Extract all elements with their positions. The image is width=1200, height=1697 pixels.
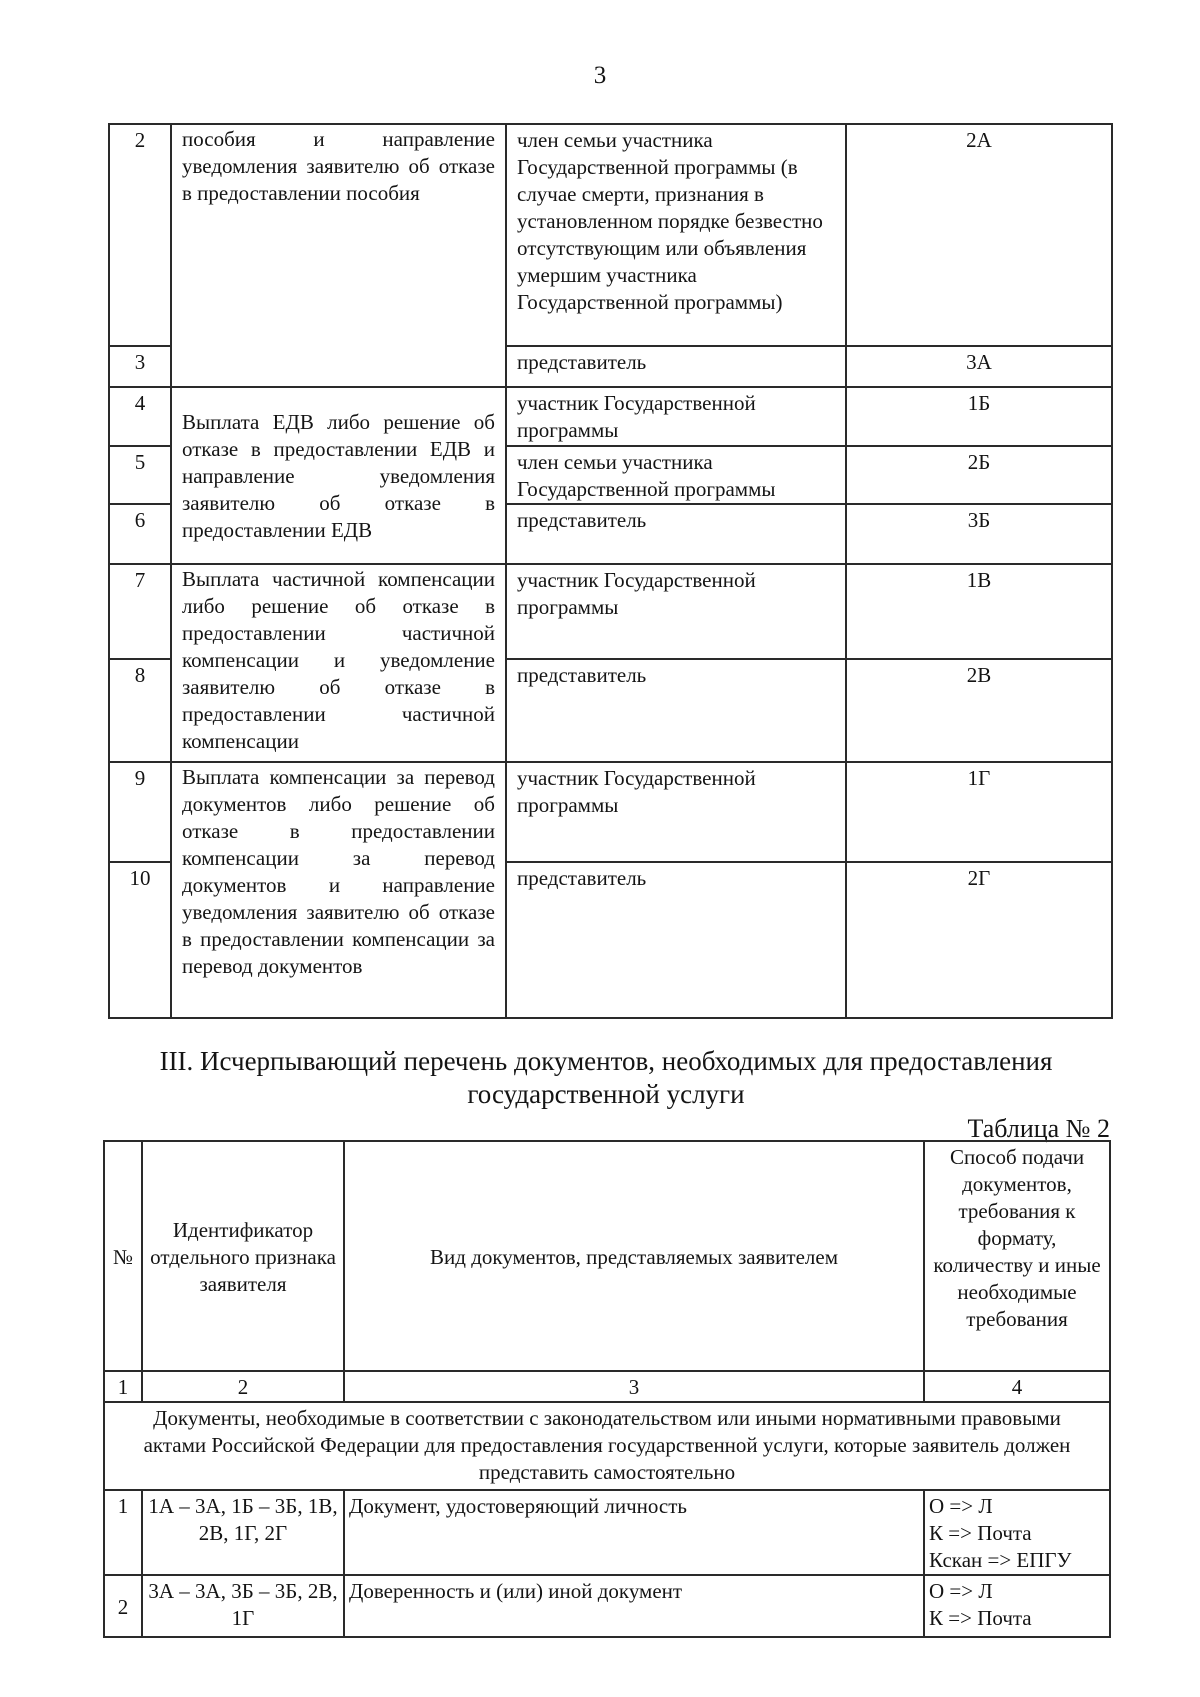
table-row bbox=[109, 387, 1112, 446]
section-row-text: Документы, необходимые в соответствии с законодательством или иными нормативными правовыми актами Российской Федерации для предоставления государственной услуги, которые заявитель должен представить самостоятельно bbox=[104, 1402, 1110, 1490]
row-number: 9 bbox=[109, 762, 171, 862]
service-description: Выплата ЕДВ либо решение об отказе в предоставлении ЕДВ и направление уведомления заявителю об отказе в предоставлении ЕДВ bbox=[171, 387, 506, 564]
service-description: Выплата частичной компенсации либо решение об отказе в предоставлении частичной компенсации и уведомление заявителю об отказе в предоставлении частичной компенсации bbox=[171, 564, 506, 762]
header-number: № bbox=[104, 1141, 142, 1371]
row-number: 2 bbox=[104, 1575, 142, 1637]
applicant-code: 2Г bbox=[846, 862, 1112, 1018]
services-applicants-table bbox=[108, 123, 1113, 1019]
applicant-code: 2А bbox=[846, 124, 1112, 346]
row-number: 6 bbox=[109, 504, 171, 564]
applicant-code: 1Г bbox=[846, 762, 1112, 862]
service-description: пособия и направление уведомления заявителю об отказе в предоставлении пособия bbox=[171, 124, 506, 387]
table-row bbox=[109, 762, 1112, 862]
table-row bbox=[104, 1490, 1110, 1575]
applicant-code: 3А bbox=[846, 346, 1112, 387]
table-row bbox=[109, 564, 1112, 659]
submission-method: О => Л bbox=[929, 1579, 993, 1603]
column-number: 1 bbox=[104, 1371, 142, 1402]
applicant-category: участник Государственной программы bbox=[506, 762, 846, 862]
service-description: Выплата компенсации за перевод документов либо решение об отказе в предоставлении компенсации за перевод документов и направление уведомления заявителю об отказе в предоставлении компенсации за перевод документов bbox=[171, 762, 506, 1018]
submission-methods bbox=[924, 1575, 1110, 1637]
column-numbers-row bbox=[104, 1371, 1110, 1402]
applicant-code: 3Б bbox=[846, 504, 1112, 564]
applicant-code: 2В bbox=[846, 659, 1112, 762]
table-caption: Таблица № 2 bbox=[967, 1114, 1110, 1143]
applicant-category: участник Государственной программы bbox=[506, 387, 846, 446]
table-row bbox=[104, 1575, 1110, 1637]
document-type: Документ, удостоверяющий личность bbox=[344, 1490, 924, 1575]
header-submission-method: Способ подачи документов, требования к формату, количеству и иные необходимые требования bbox=[924, 1141, 1110, 1371]
applicant-category: член семьи участника Государственной программы (в случае смерти, признания в установленном порядке безвестно отсутствующим или объявления умершим участника Государственной программы) bbox=[506, 124, 846, 346]
applicant-identifier: 3А – 3А, 3Б – 3Б, 2В, 1Г bbox=[142, 1575, 344, 1637]
row-number: 5 bbox=[109, 446, 171, 504]
submission-methods bbox=[924, 1490, 1110, 1575]
row-number: 8 bbox=[109, 659, 171, 762]
column-number: 3 bbox=[344, 1371, 924, 1402]
documents-table bbox=[103, 1140, 1111, 1638]
applicant-code: 1Б bbox=[846, 387, 1112, 446]
applicant-code: 2Б bbox=[846, 446, 1112, 504]
row-number: 4 bbox=[109, 387, 171, 446]
submission-method: Кскан => ЕПГУ bbox=[929, 1548, 1072, 1572]
applicant-identifier: 1А – 3А, 1Б – 3Б, 1В, 2В, 1Г, 2Г bbox=[142, 1490, 344, 1575]
table-row bbox=[109, 124, 1112, 346]
applicant-category: представитель bbox=[506, 862, 846, 1018]
document-type: Доверенность и (или) иной документ bbox=[344, 1575, 924, 1637]
section-heading: III. Исчерпывающий перечень документов, необходимых для предоставления государственной услуги bbox=[159, 1046, 1053, 1109]
submission-method: К => Почта bbox=[929, 1521, 1032, 1545]
header-document-type: Вид документов, представляемых заявителем bbox=[344, 1141, 924, 1371]
column-number: 4 bbox=[924, 1371, 1110, 1402]
submission-method: О => Л bbox=[929, 1494, 993, 1518]
row-number: 10 bbox=[109, 862, 171, 1018]
row-number: 3 bbox=[109, 346, 171, 387]
table-header-row bbox=[104, 1141, 1110, 1371]
applicant-category: представитель bbox=[506, 346, 846, 387]
header-identifier: Идентификатор отдельного признака заявителя bbox=[142, 1141, 344, 1371]
row-number: 2 bbox=[109, 124, 171, 346]
applicant-code: 1В bbox=[846, 564, 1112, 659]
row-number: 1 bbox=[104, 1490, 142, 1575]
applicant-category: участник Государственной программы bbox=[506, 564, 846, 659]
row-number: 7 bbox=[109, 564, 171, 659]
submission-method: К => Почта bbox=[929, 1606, 1032, 1630]
column-number: 2 bbox=[142, 1371, 344, 1402]
section-row bbox=[104, 1402, 1110, 1490]
page-number: 3 bbox=[593, 62, 607, 89]
applicant-category: представитель bbox=[506, 659, 846, 762]
applicant-category: член семьи участника Государственной программы bbox=[506, 446, 846, 504]
applicant-category: представитель bbox=[506, 504, 846, 564]
